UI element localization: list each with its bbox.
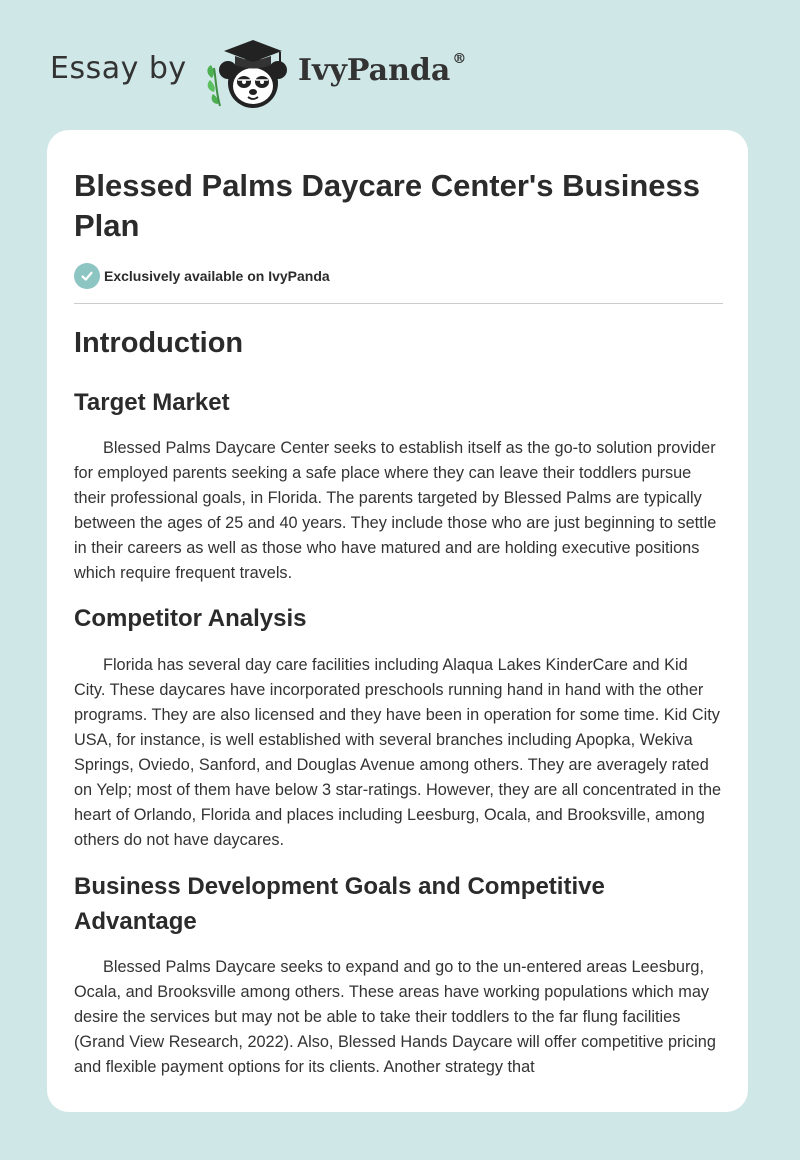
essay-card: [47, 130, 748, 1112]
exclusive-label: Exclusively available on IvyPanda: [104, 268, 330, 284]
title-divider: [74, 303, 723, 304]
section-heading-competitor-analysis: Competitor Analysis: [74, 605, 307, 632]
paragraph-target-market: Blessed Palms Daycare Center seeks to establish itself as the go-to solution provider for employed parents seeking a safe place where they can leave their toddlers pursue their professional goals, in Florida. The parents targeted by Blessed Palms are typically between the ages of 25 and 40 years. They include those who are just beginning to settle in their careers as well as those who have matured and are holding executive positions which require frequent travels.: [74, 439, 717, 582]
registered-mark: ®: [452, 51, 467, 67]
site-header: [50, 34, 650, 110]
essay-by-label: Essay by: [50, 51, 187, 86]
panda-logo-icon[interactable]: [202, 34, 292, 110]
paragraph-competitor-analysis: Florida has several day care facilities including Alaqua Lakes KinderCare and Kid City. These daycares have incorporated preschools running hand in hand with the other programs. They are also licensed and they have been in operation for some time. Kid City USA, for instance, is well established with several branches including Apopka, Wekiva Springs, Oviedo, Sanford, and Douglas Avenue among others. They are averagely rated on Yelp; most of them have below 3 star-ratings. However, they are all concentrated in the heart of Orlando, Florida and places including Leesburg, Ocala, and Brooksville, among others do not have daycares.: [74, 656, 722, 849]
exclusive-badge: [74, 263, 330, 289]
essay-title: Blessed Palms Daycare Center's Business Plan: [74, 168, 700, 243]
brand-name[interactable]: [298, 53, 466, 88]
check-icon: [74, 263, 100, 289]
section-heading-target-market: Target Market: [74, 389, 230, 416]
paragraph-business-development: Blessed Palms Daycare seeks to expand and go to the un-entered areas Leesburg, Ocala, and Brooksville among others. These areas have working populations which may desire the services but may not be able to take their toddlers to the far flung facilities (Grand View Research, 2022). Also, Blessed Hands Daycare will offer competitive pricing and flexible payment options for its clients. Another strategy that: [74, 958, 716, 1076]
brand-name-text: IvyPanda: [298, 53, 451, 88]
section-heading-business-development: Business Development Goals and Competitive Advantage: [74, 873, 605, 935]
section-heading-introduction: Introduction: [74, 327, 244, 359]
